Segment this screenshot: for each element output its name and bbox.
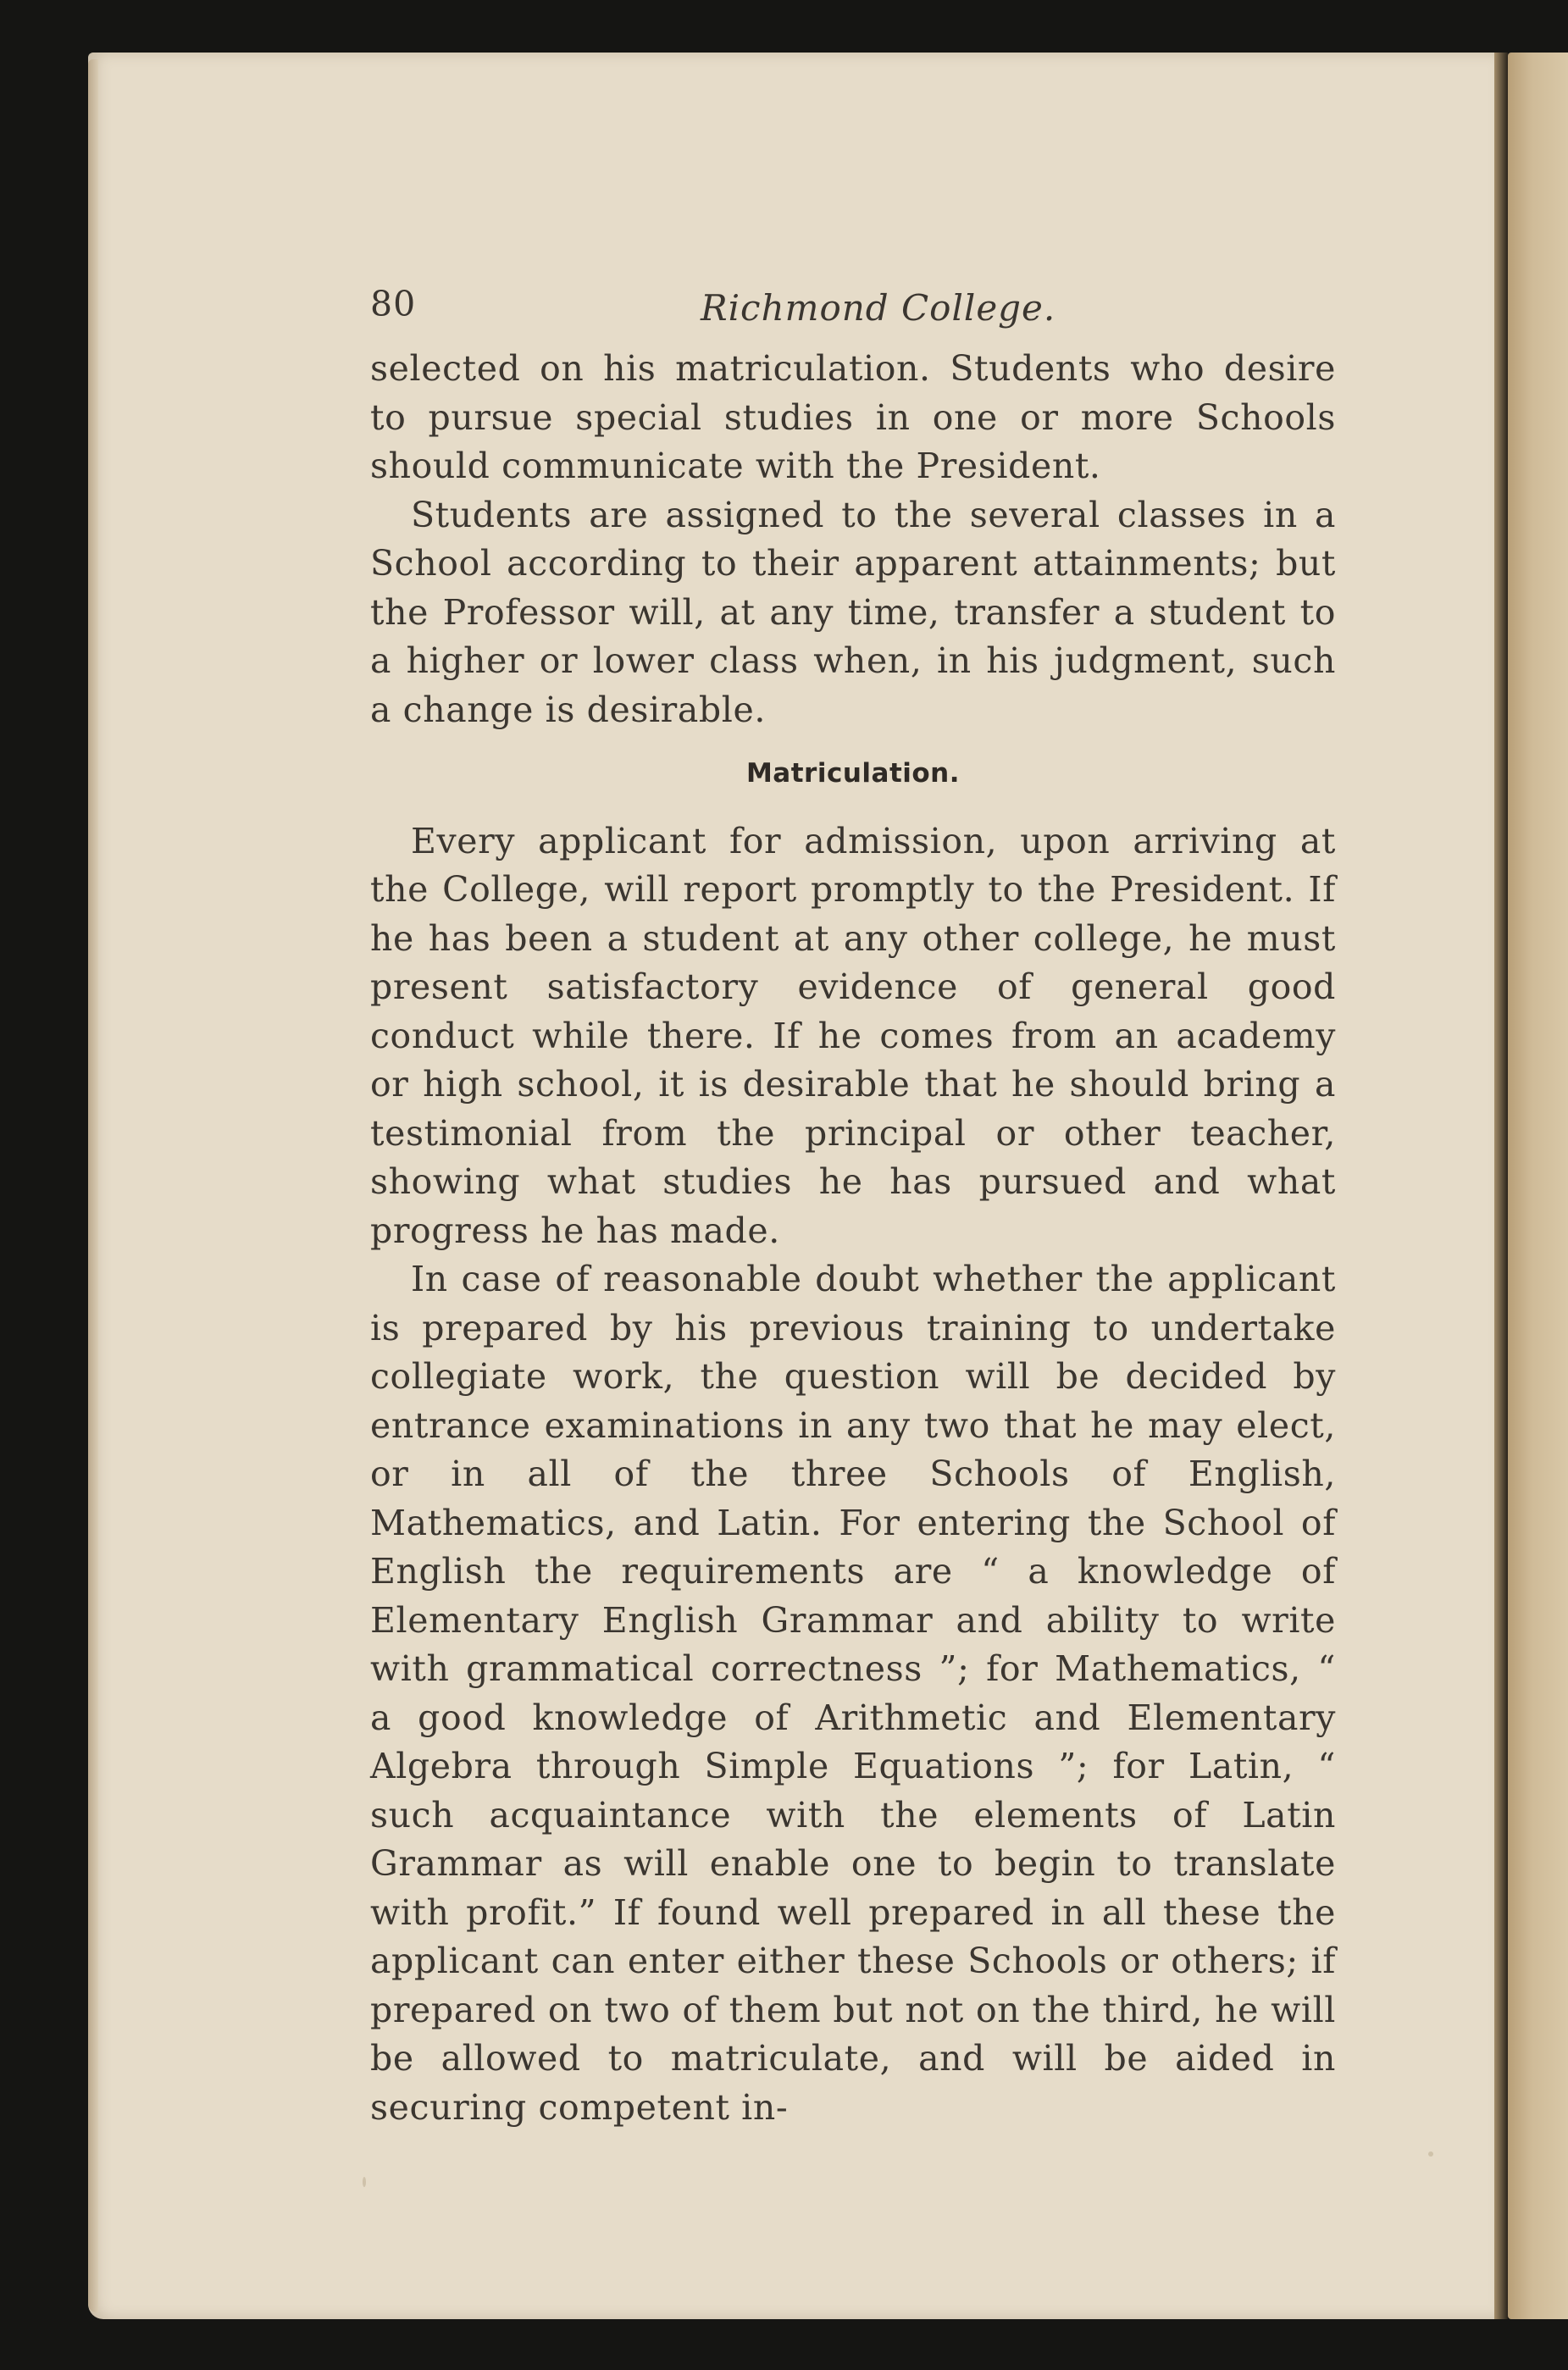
running-title: Richmond College. [701,287,1056,329]
section-heading: Matriculation. [745,758,961,789]
paper-spot [1428,2151,1433,2157]
page-edge [88,59,98,2312]
page-number: 80 [370,284,417,324]
paragraph-entrance-examinations: In case of reasonable doubt whether the applicant is prepared by his previous training to undertake collegiate work, the question will be decided by entrance examinations in any two that he may elect, or in all of the three Schools of English, Mathematics, and Latin. For entering the School of English the requirements are “ a knowledge of Elementary English Grammar and ability to write with grammatical correctness ”; for Mathematics, “ a good knowledge of Arithmetic and Elementary Algebra through Simple Equations ”; for Latin, “ such acquaintance with the elements of Latin Grammar as will enable one to begin to translate with profit.” If found well prepared in all these the applicant can enter either these Schools or others; if prepared on two of them but not on the third, he will be allowed to matriculate, and will be aided in securing competent in- [370,1259,1336,2128]
facing-page-edge [1508,53,1568,2319]
body-text [370,345,1336,2132]
paragraph-applicant-report: Every applicant for admission, upon arriving at the College, will report promptly to the President. If he has been a student at any other college, he must present satisfactory evidence of general good conduct while there. If he comes from an academy or high school, it is desirable that he should bring a testimonial from the principal or other teacher, showing what studies he has pursued and what progress he has made. [370,820,1336,1251]
running-head [370,284,1336,345]
text-block [370,284,1336,2132]
paper-spot [363,2177,366,2187]
book-gutter [1494,53,1508,2319]
paragraph-class-assignment: Students are assigned to the several classes in a School according to their apparent attainments; but the Professor will, at any time, transfer a student to a higher or lower class when, in his judgment, such a change is desirable. [370,494,1336,730]
paragraph-continued: selected on his matriculation. Students who desire to pursue special studies in one or more Schools should communicate with the President. [370,348,1336,486]
